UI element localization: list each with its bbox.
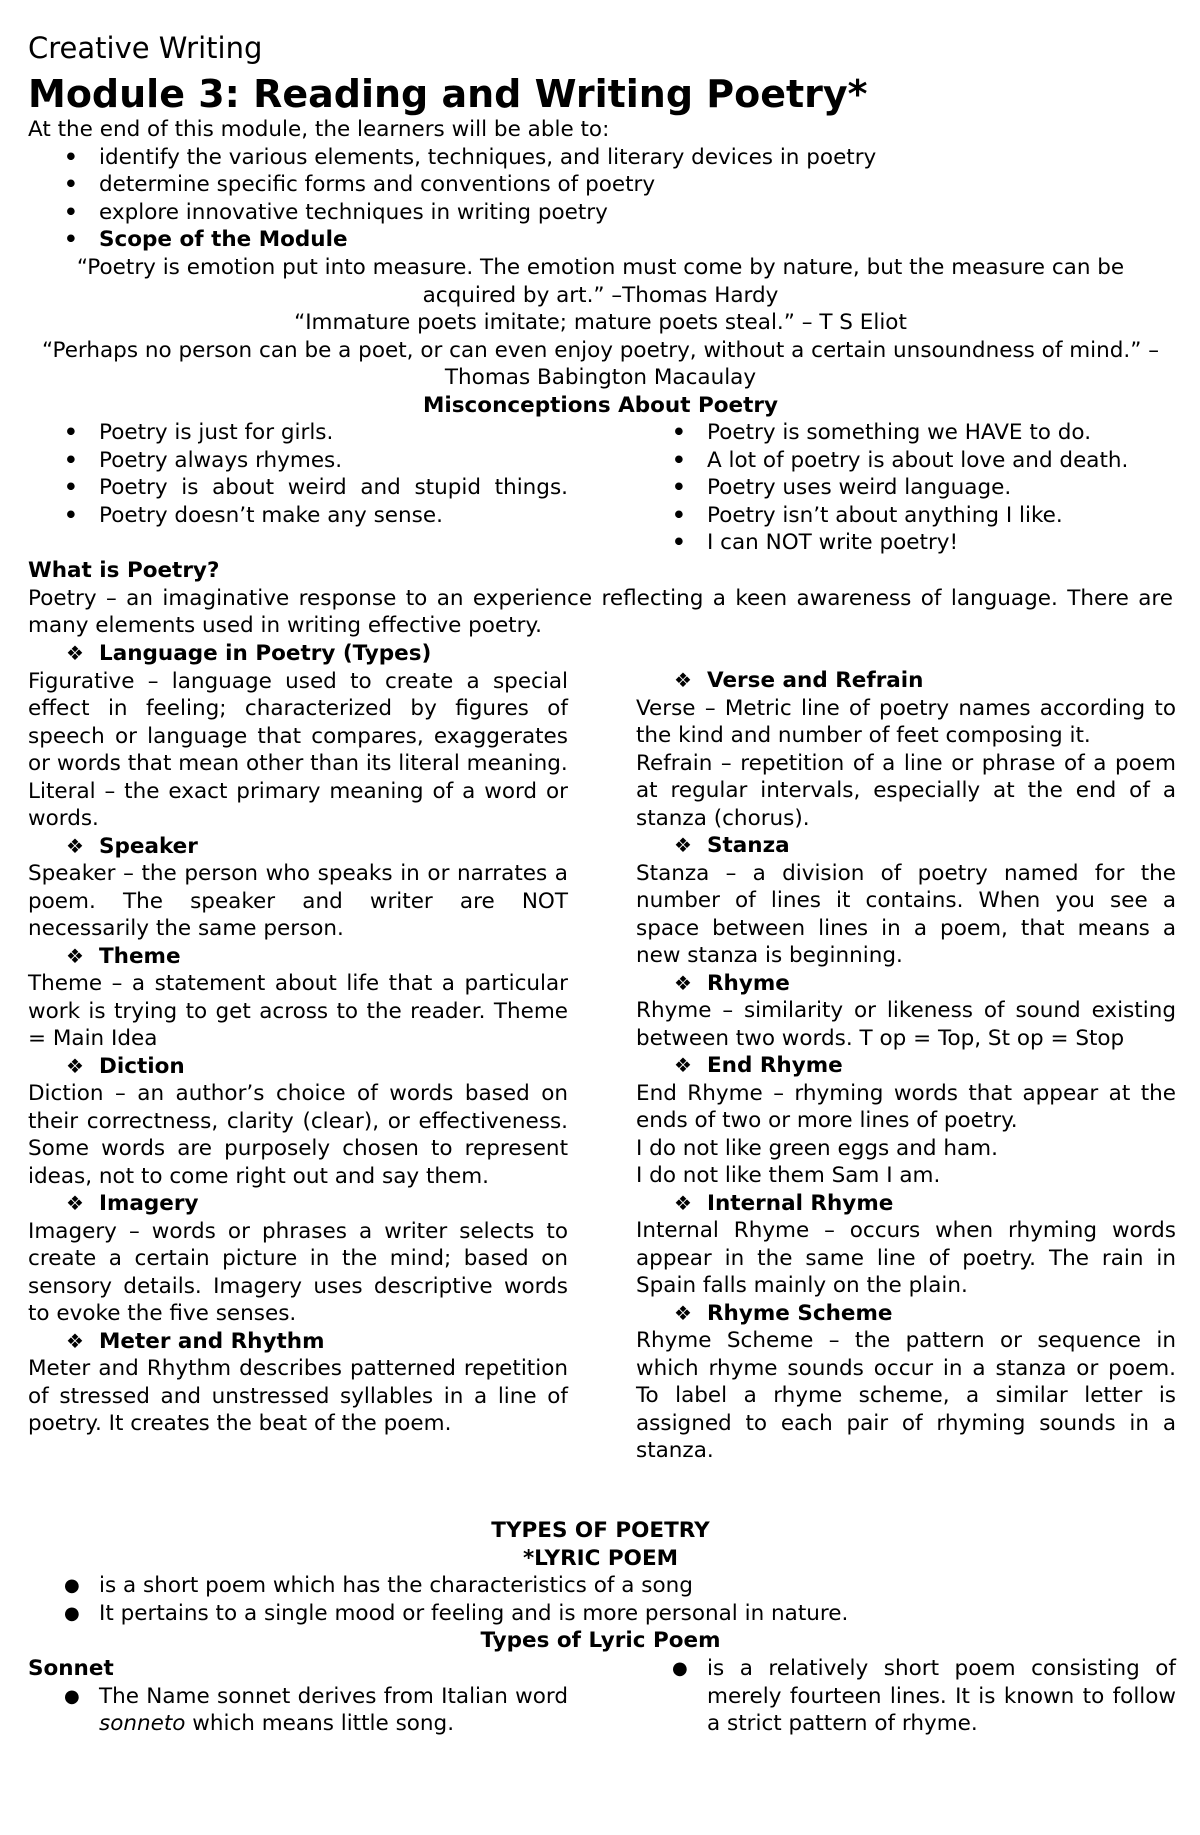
- element-heading: ❖ Rhyme Scheme: [674, 1300, 893, 1326]
- element-text: Diction – an author’s choice of words based on their correctness, clarity (clear), or effectiveness. Some words are purposely chosen to represent ideas, not to come right out and say them.: [28, 1081, 568, 1189]
- diamond-bullet-icon: ❖: [66, 833, 84, 858]
- element-text: End Rhyme – rhyming words that appear at the ends of two or more lines of poetry.: [636, 1080, 1176, 1133]
- misconceptions-heading: Misconceptions About Poetry: [423, 392, 778, 418]
- diamond-bullet-icon: ❖: [674, 833, 692, 857]
- element-heading: ❖ Internal Rhyme: [674, 1190, 894, 1216]
- element-text: Speaker – the person who speaks in or narrates a poem. The speaker and writer are NOT necessarily the same person.: [28, 861, 568, 941]
- list-item: • Poetry doesn’t make any sense.: [28, 502, 568, 530]
- element-heading: ❖ Verse and Refrain: [674, 668, 924, 693]
- diamond-bullet-icon: ❖: [66, 641, 84, 665]
- sonnet-right: [636, 1655, 1176, 1738]
- element-text: Stanza – a division of poetry named for the number of lines it contains. When you see a space between lines in a poem, that means a new stanza is beginning.: [636, 860, 1176, 968]
- list-item: ● It pertains to a single mood or feeling and is more personal in nature.: [28, 1600, 1173, 1628]
- course-title: Creative Writing: [28, 31, 263, 65]
- scope-heading: • Scope of the Module: [28, 226, 1173, 254]
- element-text: I do not like green eggs and ham.: [636, 1135, 998, 1161]
- list-item: • I can NOT write poetry!: [636, 529, 1176, 557]
- diamond-bullet-icon: ❖: [674, 1053, 692, 1077]
- misconceptions-right: [636, 419, 1176, 557]
- quotes-section: [28, 254, 1173, 419]
- elements-right: [636, 667, 1176, 1465]
- lyric-list: [28, 1572, 1173, 1627]
- element-heading: ❖ Meter and Rhythm: [66, 1328, 325, 1354]
- elements-left: [28, 640, 568, 1438]
- element-text: Internal Rhyme – occurs when rhyming words appear in the same line of poetry. The rain in Spain falls mainly on the plain.: [636, 1218, 1176, 1298]
- what-is-poetry: [28, 557, 1173, 640]
- diamond-bullet-icon: ❖: [674, 1300, 692, 1325]
- diamond-bullet-icon: ❖: [66, 1191, 84, 1215]
- list-item: • determine specific forms and conventions of poetry: [28, 171, 1173, 199]
- diamond-bullet-icon: ❖: [674, 1190, 692, 1215]
- element-heading: ❖ Language in Poetry (Types): [66, 641, 432, 666]
- quote-macaulay: “Perhaps no person can be a poet, or can even enjoy poetry, without a certain unsoundness of mind.” – Thomas Babington Macaulay: [42, 337, 1159, 390]
- element-heading: ❖ End Rhyme: [674, 1053, 843, 1078]
- element-heading: ❖ Rhyme: [674, 970, 790, 996]
- list-item: • identify the various elements, techniques, and literary devices in poetry: [28, 144, 1173, 172]
- list-item: • Poetry isn’t about anything I like.: [636, 502, 1176, 530]
- diamond-bullet-icon: ❖: [66, 943, 84, 968]
- types-heading: TYPES OF POETRY: [491, 1518, 710, 1543]
- element-text: Figurative – language used to create a special effect in feeling; characterized by figures of speech or language that compares, exaggerates or words that mean other than its literal meaning.: [28, 668, 568, 776]
- diamond-bullet-icon: ❖: [674, 970, 692, 995]
- module-title: Module 3: Reading and Writing Poetry*: [28, 72, 868, 116]
- element-heading: ❖ Speaker: [66, 833, 198, 859]
- list-item: ● is a relatively short poem consisting of merely fourteen lines. It is known to follow a strict pattern of rhyme.: [636, 1655, 1176, 1738]
- element-text: Refrain – repetition of a line or phrase of a poem at regular intervals, especially at the end of a stanza (chorus).: [636, 750, 1176, 831]
- list-item: • Poetry uses weird language.: [636, 474, 1176, 502]
- element-text: Theme – a statement about life that a particular work is trying to get across to the reader. Theme = Main Idea: [28, 971, 568, 1051]
- element-text: Meter and Rhythm describes patterned repetition of stressed and unstressed syllables in a line of poetry. It creates the beat of the poem.: [28, 1356, 568, 1436]
- lyric-heading: *LYRIC POEM: [522, 1545, 679, 1571]
- element-text: Rhyme – similarity or likeness of sound existing between two words. T op = Top, St op = Stop: [636, 998, 1176, 1051]
- element-text: Verse – Metric line of poetry names according to the kind and number of feet composing it.: [636, 695, 1176, 748]
- diamond-bullet-icon: ❖: [66, 1328, 84, 1353]
- sonnet-heading: Sonnet: [28, 1656, 114, 1681]
- quote-hardy: “Poetry is emotion put into measure. The emotion must come by nature, but the measure can be acquired by art.” –Thomas Hardy: [76, 255, 1125, 308]
- element-text: Rhyme Scheme – the pattern or sequence in which rhyme sounds occur in a stanza or poem. To label a rhyme scheme, a similar letter is assigned to each pair of rhyming sounds in a stanza.: [636, 1328, 1176, 1463]
- objectives-section: [28, 116, 1173, 254]
- objectives-list: [28, 144, 1173, 254]
- element-heading: ❖ Imagery: [66, 1191, 199, 1216]
- element-heading: ❖ Theme: [66, 943, 181, 969]
- list-item: • Poetry is something we HAVE to do.: [636, 419, 1176, 447]
- list-item: • Poetry is just for girls.: [28, 419, 568, 447]
- types-section: [28, 1517, 1173, 1655]
- list-item: • Poetry always rhymes.: [28, 447, 568, 475]
- list-item: ● is a short poem which has the characteristics of a song: [28, 1572, 1173, 1600]
- quote-eliot: “Immature poets imitate; mature poets steal.” – T S Eliot: [294, 310, 907, 335]
- element-heading: ❖ Stanza: [674, 833, 790, 858]
- element-heading: ❖ Diction: [66, 1053, 185, 1079]
- what-text: Poetry – an imaginative response to an experience reflecting a keen awareness of language. There are many elements used in writing effective poetry.: [28, 585, 1173, 638]
- list-item: • A lot of poetry is about love and death.: [636, 447, 1176, 475]
- misconceptions-left: [28, 419, 568, 529]
- lyric-types-heading: Types of Lyric Poem: [480, 1628, 721, 1653]
- what-heading: What is Poetry?: [28, 558, 220, 583]
- list-item: • Poetry is about weird and stupid things.: [28, 474, 568, 502]
- sonnet-left: [28, 1655, 568, 1738]
- objectives-intro: At the end of this module, the learners will be able to:: [28, 117, 610, 142]
- sonneto-word: sonneto: [99, 1711, 186, 1736]
- element-text: Imagery – words or phrases a writer selects to create a certain picture in the mind; based on sensory details. Imagery uses descriptive words to evoke the five senses.: [28, 1218, 568, 1326]
- diamond-bullet-icon: ❖: [674, 668, 692, 692]
- element-text: Literal – the exact primary meaning of a word or words.: [28, 778, 568, 831]
- element-text: I do not like them Sam I am.: [636, 1163, 941, 1188]
- diamond-bullet-icon: ❖: [66, 1053, 84, 1078]
- list-item: ● The Name sonnet derives from Italian word sonneto which means little song.: [28, 1683, 568, 1738]
- list-item: • explore innovative techniques in writing poetry: [28, 199, 1173, 227]
